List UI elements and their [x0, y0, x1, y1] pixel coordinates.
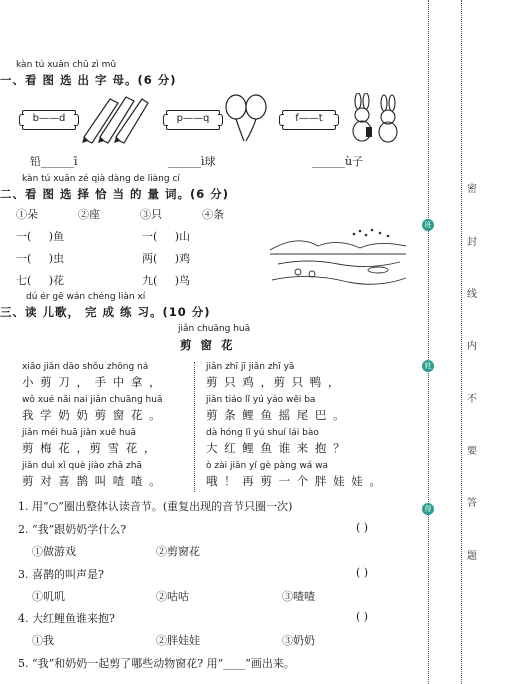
- question-1: 1. 用“○”圈出整体认读音节。(重复出现的音节只圈一次): [18, 500, 293, 513]
- q2-label: 一(: [16, 230, 32, 243]
- q2-row-1-a[interactable]: [16, 228, 64, 244]
- seal-label-3: 线: [467, 289, 477, 300]
- q4-choice-3[interactable]: ③奶奶: [282, 634, 315, 647]
- q1-pinyin: kàn tú xuǎn chū zì mǔ: [16, 60, 117, 70]
- poem-right-py-4: ò zài jiǎn yí gè pàng wá wa: [206, 461, 328, 471]
- letter-pair-box-3: [282, 110, 336, 130]
- poem-left-py-2: wǒ xué nǎi nai jiǎn chuāng huā: [22, 395, 163, 405]
- q3-choice-1[interactable]: ①叽叽: [32, 590, 65, 603]
- q2-row-2-a[interactable]: [16, 250, 64, 266]
- q2-label: 九(: [142, 274, 158, 287]
- balloons-image: [222, 93, 270, 145]
- landscape-image: [268, 224, 410, 292]
- q2-label: )花: [48, 274, 65, 287]
- poem-right-line-1: 剪 只 鸡 ，剪 只 鸭 ，: [206, 375, 341, 389]
- binding-line-inner: [428, 0, 429, 684]
- q1-blank-1-tail: ī: [74, 155, 78, 168]
- badge-1: 班: [422, 219, 434, 231]
- poem-right-line-2: 剪 条 鲤 鱼 摇 尾 巴 。: [206, 408, 347, 422]
- question-2: 2. “我”跟奶奶学什么?: [18, 523, 127, 536]
- q1-blank-1[interactable]: 铅______ī: [30, 155, 78, 168]
- seal-label-7: 答: [467, 498, 477, 509]
- q2-row-3-b[interactable]: [142, 272, 190, 288]
- q2-option-2: ②座: [78, 208, 100, 221]
- seal-label-8: 题: [467, 551, 477, 562]
- question-3-answer[interactable]: ( ): [356, 566, 369, 579]
- letter-pair-2: p——q: [176, 113, 210, 124]
- q2-option-3: ③只: [140, 208, 162, 221]
- question-3: 3. 喜鹊的叫声是?: [18, 568, 104, 581]
- pencils-image: [80, 93, 150, 145]
- q2-row-3-a[interactable]: [16, 272, 64, 288]
- poem-left-line-2: 我 学 奶 奶 剪 窗 花 。: [22, 408, 163, 422]
- letter-pair-1: b——d: [32, 113, 66, 124]
- q2-label: 一(: [16, 252, 32, 265]
- q1-blank-1-char: 铅: [30, 155, 41, 168]
- seal-label-6: 要: [467, 446, 477, 457]
- q4-choice-1[interactable]: ①我: [32, 634, 54, 647]
- poem-left-py-3: jiǎn méi huā jiǎn xuě huā: [22, 428, 136, 438]
- poem-right-py-3: dà hóng lǐ yú shuí lái bào: [206, 428, 319, 438]
- seal-label-4: 内: [467, 341, 477, 352]
- q3-pinyin: dú ér gē wán chéng liàn xí: [26, 292, 146, 302]
- question-5: 5. “我”和奶奶一起剪了哪些动物窗花? 用“____”画出来。: [18, 657, 295, 670]
- badge-2: 姓: [422, 360, 434, 372]
- poem-left-py-1: xiǎo jiǎn dāo shǒu zhōng ná: [22, 362, 149, 372]
- q2-option-4: ④条: [202, 208, 224, 221]
- poem-left-line-1: 小 剪 刀 ， 手 中 拿 ，: [22, 375, 163, 389]
- q2-label: )虫: [48, 252, 65, 265]
- q3-choice-3[interactable]: ③喳喳: [282, 590, 315, 603]
- q2-heading: 二、看 图 选 择 恰 当 的 量 词。(6 分): [0, 187, 230, 201]
- q2-label: 一(: [142, 230, 158, 243]
- question-4: 4. 大红鲤鱼谁来抱?: [18, 612, 115, 625]
- letter-pair-box-2: [166, 110, 220, 130]
- seal-label-2: 封: [467, 237, 477, 248]
- q2-row-2-b[interactable]: [142, 250, 190, 266]
- poem-left-line-3: 剪 梅 花 ，剪 雪 花 ，: [22, 441, 157, 455]
- q3-choice-2[interactable]: ②咕咕: [156, 590, 189, 603]
- q1-blank-2[interactable]: ______ì球: [168, 155, 216, 168]
- q2-label: )山: [174, 230, 191, 243]
- q2-label: 两(: [142, 252, 158, 265]
- poem-divider: [194, 362, 195, 492]
- poem-left-py-4: jiǎn duì xǐ què jiào zhā zhā: [22, 461, 142, 471]
- q2-label: )鸟: [174, 274, 191, 287]
- q1-blank-3[interactable]: ______ù子: [312, 155, 364, 168]
- q1-blank-2-tail: ì球: [201, 155, 216, 168]
- q2-row-1-b[interactable]: [142, 228, 190, 244]
- seal-label-5: 不: [467, 394, 477, 405]
- question-4-answer[interactable]: ( ): [356, 610, 369, 623]
- q2-pinyin: kàn tú xuǎn zé qià dàng de liàng cí: [22, 174, 180, 184]
- seal-label-1: 密: [467, 184, 477, 195]
- poem-right-line-4: 哦 ！ 再 剪 一 个 胖 娃 娃 。: [206, 474, 383, 488]
- q3-heading: 三、读 儿歌， 完 成 练 习。(10 分): [0, 305, 211, 319]
- poem-right-py-2: jiǎn tiáo lǐ yú yáo wěi ba: [206, 395, 316, 405]
- poem-title-pinyin: jiǎn chuāng huā: [178, 324, 251, 334]
- q2-label: )鸡: [174, 252, 191, 265]
- q1-blank-3-tail: ù子: [345, 155, 364, 168]
- q2-option-1: ①朵: [16, 208, 38, 221]
- q4-choice-2[interactable]: ②胖娃娃: [156, 634, 200, 647]
- rabbits-image: [340, 93, 410, 145]
- poem-right-line-3: 大 红 鲤 鱼 谁 来 抱 ？: [206, 441, 347, 455]
- q2-label: 七(: [16, 274, 32, 287]
- q1-heading: 一、看 图 选 出 字 母。(6 分): [0, 73, 177, 87]
- poem-title: 剪窗花: [180, 338, 242, 352]
- letter-pair-3: f——t: [295, 113, 323, 124]
- q2-choice-1[interactable]: ①做游戏: [32, 545, 76, 558]
- poem-left-line-4: 剪 对 喜 鹊 叫 喳 喳 。: [22, 474, 163, 488]
- poem-right-py-1: jiǎn zhī jī jiǎn zhī yā: [206, 362, 295, 372]
- badge-3: 得: [422, 503, 434, 515]
- q2-choice-2[interactable]: ②剪窗花: [156, 545, 200, 558]
- binding-line-outer: [461, 0, 462, 684]
- question-2-answer[interactable]: ( ): [356, 521, 369, 534]
- letter-pair-box-1: [22, 110, 76, 130]
- q2-label: )鱼: [48, 230, 65, 243]
